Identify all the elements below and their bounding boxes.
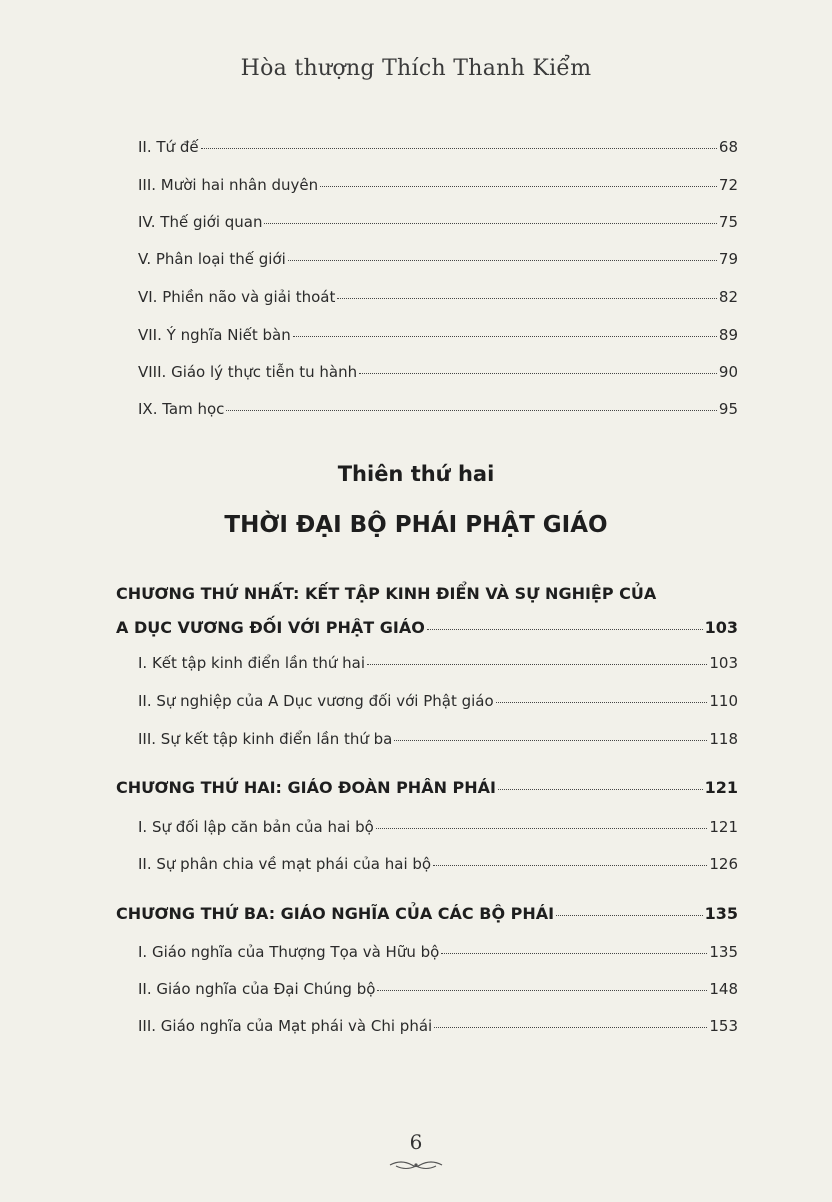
toc-entry-page: 89 [718,326,738,344]
chapter-page: 135 [704,904,738,923]
toc-entry-page: 95 [718,400,738,418]
toc-entry-page: 90 [718,363,738,381]
toc-entry-page: 110 [709,692,738,710]
toc-entry [138,730,738,748]
toc-entry [138,855,738,873]
toc-entry [138,980,738,998]
toc-entry-page: 103 [709,654,738,672]
dot-leader [320,185,717,187]
toc-entry [138,692,738,710]
toc-entry-page: 72 [718,176,738,194]
dot-leader [201,147,717,149]
dot-leader [293,335,717,337]
dot-leader [496,701,708,703]
chapter-title: CHƯƠNG THỨ HAI: GIÁO ĐOÀN PHÂN PHÁI [116,778,496,797]
toc-entry-page: 135 [709,943,738,961]
toc-entry [138,326,738,344]
toc-entry [138,213,738,231]
toc-entry-title: III. Mười hai nhân duyên [138,176,319,194]
dot-leader [337,297,717,299]
dot-leader [427,628,703,630]
toc-entry-page: 126 [709,855,738,873]
dot-leader [264,222,716,224]
toc-entry-title: II. Sự nghiệp của A Dục vương đối với Phật giáo [138,692,494,710]
toc-entry-title: I. Giáo nghĩa của Thượng Tọa và Hữu bộ [138,943,440,961]
dot-leader [394,739,707,741]
dot-leader [376,827,708,829]
toc-entry-page: 148 [709,980,738,998]
toc-entry [138,1017,738,1035]
toc-entry [138,943,738,961]
toc-entry-title: III. Sự kết tập kinh điển lần thứ ba [138,730,393,748]
dot-leader [226,409,716,411]
toc-entry-title: V. Phân loại thế giới [138,250,286,268]
toc-entry-title: VIII. Giáo lý thực tiễn tu hành [138,363,358,381]
running-header: Hòa thượng Thích Thanh Kiểm [240,56,592,81]
dot-leader [434,1026,707,1028]
chapter-entry [116,904,738,923]
toc-entry-title: III. Giáo nghĩa của Mạt phái và Chi phái [138,1017,433,1035]
dot-leader [367,663,707,665]
toc-entry-title: IV. Thế giới quan [138,213,263,231]
chapter-title: CHƯƠNG THỨ BA: GIÁO NGHĨA CỦA CÁC BỘ PHÁI [116,904,555,923]
part-number: Thiên thứ hai [337,462,495,486]
toc-entry-title: VI. Phiền não và giải thoát [138,288,336,306]
toc-entry-page: 82 [718,288,738,306]
toc-entry-title: IX. Tam học [138,400,225,418]
ornament-icon [386,1158,446,1172]
dot-leader [377,989,707,991]
chapter-entry [116,778,738,797]
page-number: 6 [409,1130,423,1154]
toc-entry-title: VII. Ý nghĩa Niết bàn [138,326,291,344]
toc-entry [138,363,738,381]
dot-leader [556,914,703,916]
dot-leader [288,259,717,261]
toc-entry-page: 75 [718,213,738,231]
dot-leader [433,864,707,866]
toc-entry-title: I. Kết tập kinh điển lần thứ hai [138,654,366,672]
toc-entry [138,654,738,672]
toc-entry [138,250,738,268]
toc-entry-title: II. Tứ đế [138,138,199,156]
chapter-page: 103 [704,618,738,637]
dot-leader [498,788,703,790]
toc-entry-page: 153 [709,1017,738,1035]
toc-entry [138,176,738,194]
chapter-page: 121 [704,778,738,797]
toc-entry-title: II. Sự phân chia về mạt phái của hai bộ [138,855,432,873]
toc-entry-page: 121 [709,818,738,836]
chapter-title-line2: A DỤC VƯƠNG ĐỐI VỚI PHẬT GIÁO [116,618,425,637]
toc-entry-title: II. Giáo nghĩa của Đại Chúng bộ [138,980,376,998]
toc-entry [138,138,738,156]
toc-entry [138,818,738,836]
toc-entry [138,288,738,306]
chapter-title-line1: CHƯƠNG THỨ NHẤT: KẾT TẬP KINH ĐIỂN VÀ SỰ NGHIỆP CỦA [116,584,657,603]
toc-entry [138,400,738,418]
chapter-entry [116,618,738,637]
toc-entry-page: 79 [718,250,738,268]
dot-leader [441,952,707,954]
part-title: THỜI ĐẠI BỘ PHÁI PHẬT GIÁO [224,512,608,538]
toc-entry-title: I. Sự đối lập căn bản của hai bộ [138,818,374,836]
dot-leader [359,372,717,374]
toc-entry-page: 68 [718,138,738,156]
toc-entry-page: 118 [709,730,738,748]
